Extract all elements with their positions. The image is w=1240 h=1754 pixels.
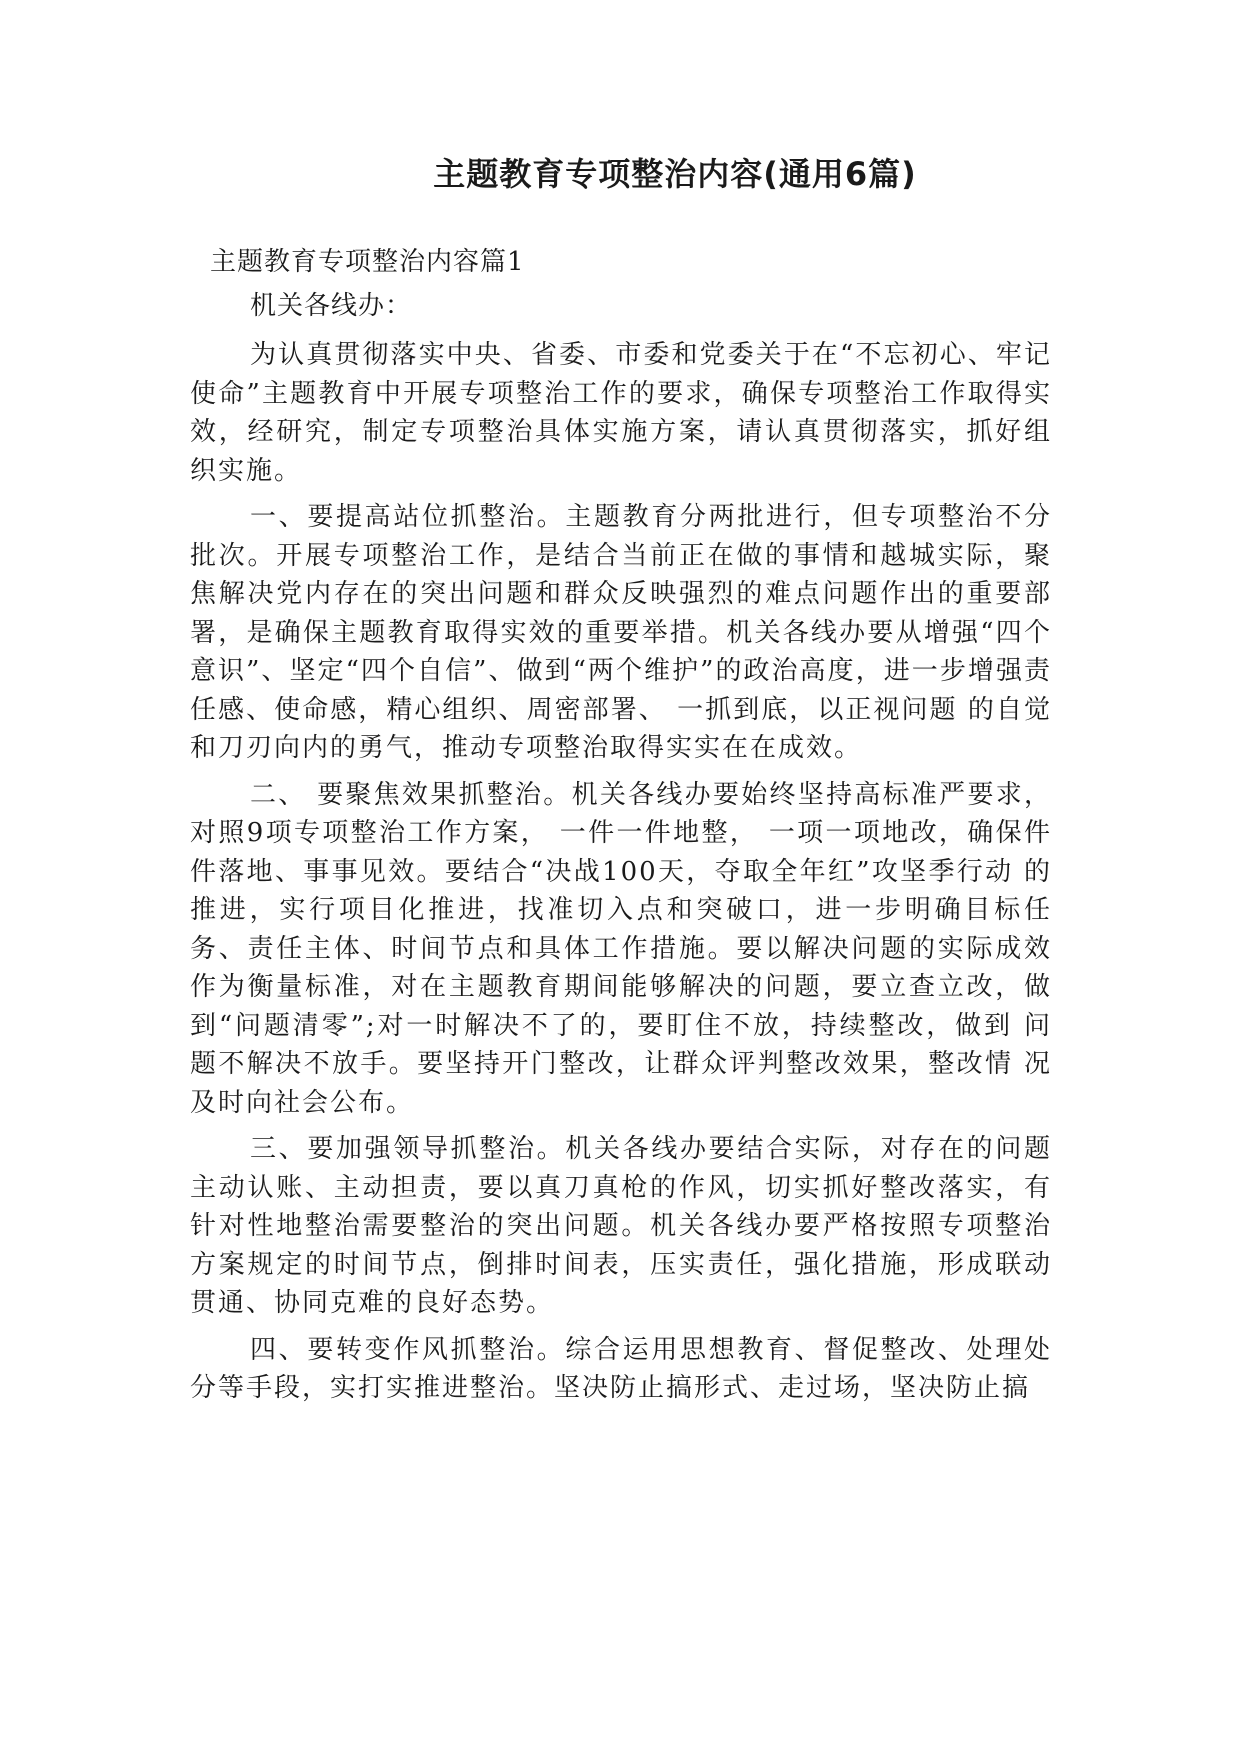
paragraph-point-4: 四、要转变作风抓整治。综合运用思想教育、督促整改、处理处分等手段，实打实推进整治。坚决防止搞形式、走过场，坚决防止搞 [190, 1334, 1052, 1403]
paragraph-intro: 为认真贯彻落实中央、省委、市委和党委关于在“不忘初心、牢记使命”主题教育中开展专项整治工作的要求，确保专项整治工作取得实效，经研究，制定专项整治具体实施方案，请认真贯彻落实，抓好组织实施。 [190, 340, 1052, 486]
paragraph-point-2: 二、 要聚焦效果抓整治。机关各线办要始终坚持高标准严要求， 对照9项专项整治工作方案， 一件一件地整， 一项一项地改，确保件 件落地、事事见效。要结合“决战100天，夺取全年红”攻坚季行动 的推进，实行项目化推进，找准切入点和突破口，进一步明确目标任 务、责任主体、时间节点和具体工作措施。要以解决问题的实际成效 作为衡量标准，对在主题教育期间能够解决的问题，要立查立改，做 到“问题清零”;对一时解决不了的，要盯住不放，持续整改，做到 问题不解决不放手。要坚持开门整改，让群众评判整改效果，整改情 况及时向社会公布。 [190, 779, 1052, 1118]
section-heading: 主题教育专项整治内容篇1 [210, 247, 525, 277]
paragraph-point-1: 一、要提高站位抓整治。主题教育分两批进行，但专项整治不分批次。开展专项整治工作，是结合当前正在做的事情和越城实际，聚焦解决党内存在的突出问题和群众反映强烈的难点问题作出的重要部署，是确保主题教育取得实效的重要举措。机关各线办要从增强“四个意识”、坚定“四个自信”、做到“两个维护”的政治高度，进一步增强责任感、使命感，精心组织、周密部署、 一抓到底，以正视问题 的自觉和刀刃向内的勇气，推动专项整治取得实实在在成效。 [190, 502, 1052, 763]
document-title: 主题教育专项整治内容(通用6篇) [433, 155, 917, 193]
paragraph-point-3: 三、要加强领导抓整治。机关各线办要结合实际，对存在的问题主动认账、主动担责，要以真刀真枪的作风，切实抓好整改落实，有针对性地整治需要整治的突出问题。机关各线办要严格按照专项整治方案规定的时间节点，倒排时间表，压实责任，强化措施，形成联动贯通、协同克难的良好态势。 [190, 1134, 1052, 1318]
salutation: 机关各线办： [250, 291, 413, 321]
document-body [190, 240, 1052, 1408]
